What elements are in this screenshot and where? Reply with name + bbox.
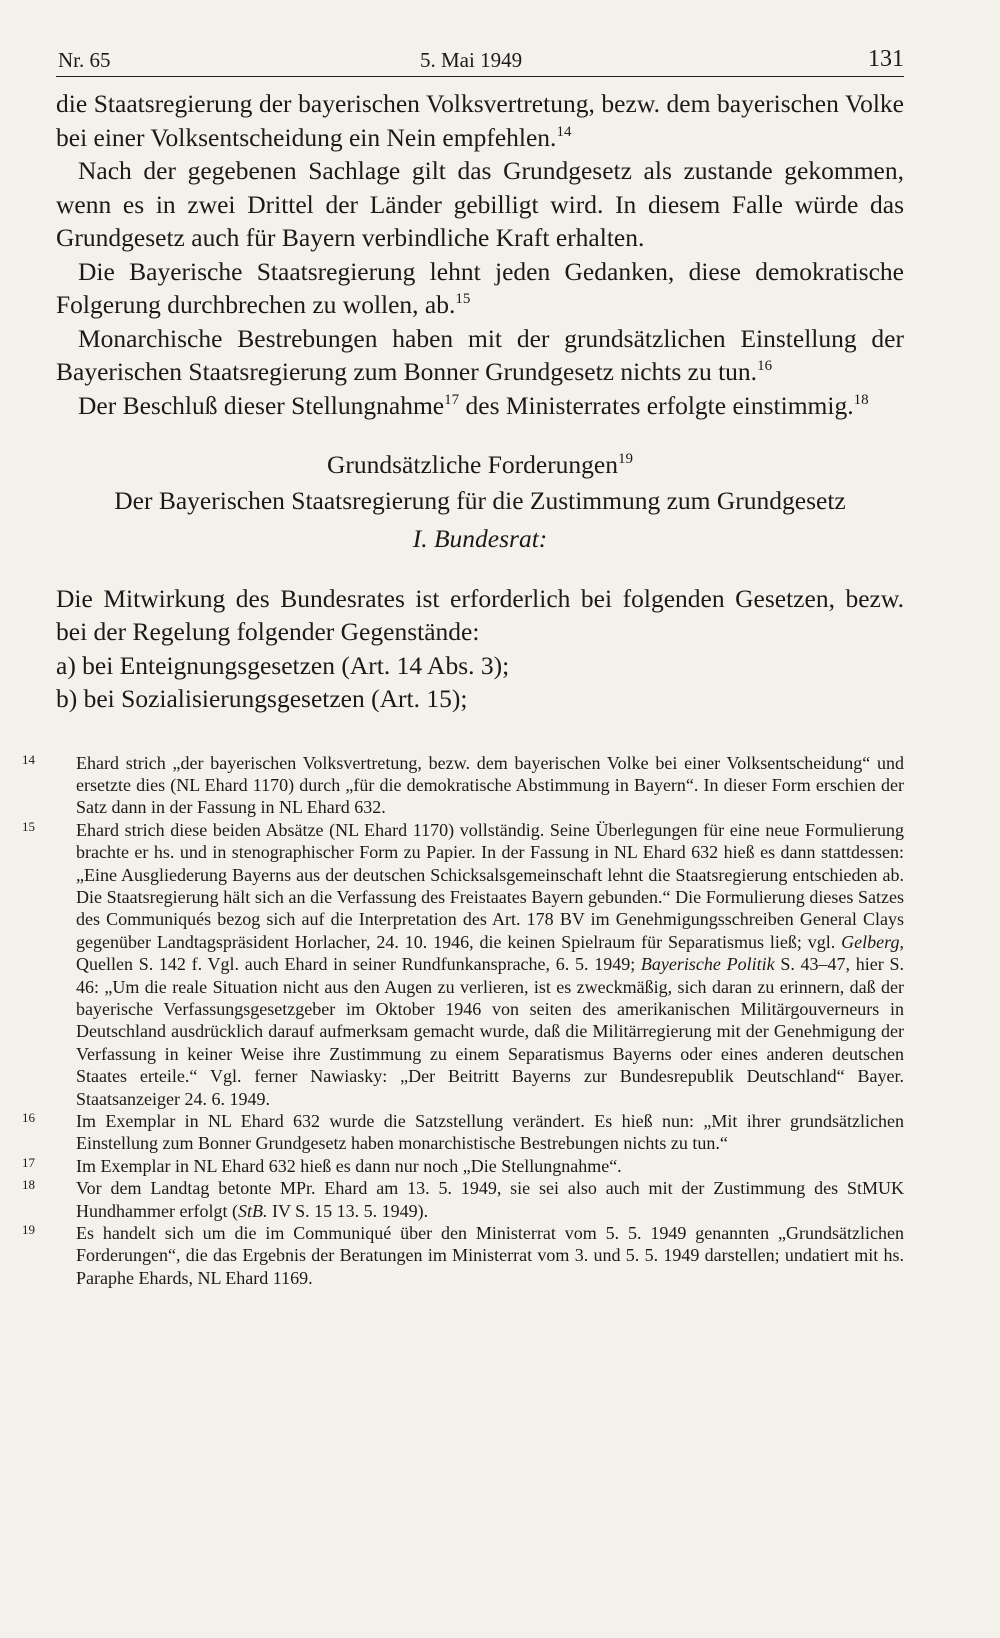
paragraph: Nach der gegebenen Sachlage gilt das Grundgesetz als zustande gekommen, wenn es in zwei Drittel der Länder gebilligt wird. In diesem Falle würde das Grundgesetz auch für Bayern verbindliche Kraft erhalten. <box>56 156 904 252</box>
main-text <box>56 87 904 422</box>
paragraph: Die Bayerische Staatsregierung lehnt jeden Gedanken, diese demokratische Folgerung durchbrechen zu wollen, ab.$^{15}$ <box>56 256 904 319</box>
document-number: Nr. 65 <box>58 48 111 72</box>
paragraph: Der Beschluß dieser Stellungnahme$^{17}$ des Ministerrates erfolgte einstimmig.$^{18}$ <box>78 390 869 420</box>
footnote: 16 Im Exemplar in NL Ehard 632 wurde die Satzstellung verändert. Es hieß nun: „Mit ihrer grundsätzlichen Einstellung zum Bonner Grundgesetz haben monarchistische Bestrebungen nichts zu tun.“ <box>56 1110 904 1155</box>
footnote-number: 18 <box>22 1177 35 1193</box>
footnote-ref[interactable]: 16 <box>757 358 773 374</box>
footnote-number: 15 <box>22 818 35 834</box>
footnote-number: 16 <box>22 1110 35 1125</box>
footnotes <box>22 751 904 1290</box>
footnote-ref[interactable]: 15 <box>455 291 471 307</box>
footnote-ref[interactable]: 17 <box>444 391 460 408</box>
section-subtitle: Der Bayerischen Staatsregierung für die Zustimmung zum Grundgesetz <box>114 486 846 515</box>
running-header <box>56 40 904 77</box>
footnote: 19 Es handelt sich um die im Communiqué über den Ministerrat vom 5. 5. 1949 genannten „Grundsätzlichen Forderungen“, die das Ergebnis der Beratungen im Ministerrat vom 3. und 5. 5. 1949 darstellen; undatiert mit hs. Paraphe Ehards, NL Ehard 1169. <box>56 1222 904 1289</box>
footnote: 18 Vor dem Landtag betonte MPr. Ehard am 13. 5. 1949, sie sei also auch mit der Zustimmung des StMUK Hundhammer erfolgt (StB. IV S. 15 13. 5. 1949). <box>56 1177 904 1222</box>
document-page <box>22 40 904 1289</box>
footnote-ref[interactable]: 18 <box>853 391 869 408</box>
footnote-number: 19 <box>22 1222 35 1238</box>
footnote-ref[interactable]: 14 <box>556 123 572 140</box>
footnote-number: 17 <box>22 1154 35 1170</box>
footnote: 14 Ehard strich „der bayerischen Volksvertretung, bezw. dem bayerischen Volke bei einer Volksentscheidung“ und ersetzte dies (NL Ehard 1170) durch „für die demokratische Abstimmung in Bayern“. In dieser Form erschien der Satz dann in der Fassung in NL Ehard 632. <box>56 752 904 819</box>
footnote-number: 14 <box>22 751 35 767</box>
paragraph: die Staatsregierung der bayerischen Volksvertretung, bezw. dem bayerischen Volke bei einer Volksentscheidung ein Nein empfehlen.$^{14}$ <box>56 89 904 152</box>
paragraph: Monarchische Bestrebungen haben mit der grundsätzlichen Einstellung der Bayerischen Staatsregierung zum Bonner Grundgesetz nichts zu tun.$^{16}$ <box>56 323 904 386</box>
document-date: 5. Mai 1949 <box>420 48 523 72</box>
list-item: a) bei Enteignungsgesetzen (Art. 14 Abs. 3); <box>56 650 510 680</box>
list-intro: Die Mitwirkung des Bundesrates ist erforderlich bei folgenden Gesetzen, bezw. bei der Regelung folgender Gegenstände: <box>56 583 904 646</box>
list-item: b) bei Sozialisierungsgesetzen (Art. 15); <box>56 684 468 713</box>
page-number: 131 <box>868 46 904 72</box>
footnote: 15 Ehard strich diese beiden Absätze (NL Ehard 1170) vollständig. Seine Überlegungen für eine neue Formulierung brachte er hs. und in stenographischer Form zu Papier. In der Fassung in NL Ehard 632 hieß es dann stattdessen: „Eine Ausgliederung Bayerns aus der deutschen Schicksalsgemeinschaft lehnt die Staatsregierung entschieden ab. Die Staatsregierung hält sich an die Verfassung des Freistaates Bayern gebunden.“ Die Formulierung dieses Satzes des Communiqués bezog sich auf die Interpretation des Art. 178 BV im Genehmigungsschreiben General Clays gegenüber Landtagspräsident Horlacher, 24. 10. 1946, die keinen Spielraum für Separatismus ließ; vgl. Gelberg, Quellen S. 142 f. Vgl. auch Ehard in seiner Rundfunkansprache, 6. 5. 1949; Bayerische Politik S. 43–47, hier S. 46: „Um die reale Situation nicht aus den Augen zu verlieren, ist es zweckmäßig, sich daran zu erinnern, daß der bayerische Verfassungsgesetzgeber im Oktober 1946 von seiten des amerikanischen Militärgouverneurs in Deutschland ausdrücklich darauf aufmerksam gemacht wurde, daß die Militärregierung mit der Genehmigung der Verfassung in keiner Weise ihre Zustimmung zu einem Separatismus Bayerns oder eines anderen deutschen Staates erteile.“ Vgl. ferner Nawiasky: „Der Beitritt Bayerns zur Bundesrepublik Deutschland“ Bayer. Staatsanzeiger 24. 6. 1949. <box>56 819 904 1110</box>
section-title: Grundsätzliche Forderungen$^{19}$ <box>326 450 634 479</box>
footnote: 17 Im Exemplar in NL Ehard 632 hieß es dann nur noch „Die Stellungnahme“. <box>56 1155 904 1177</box>
subsection-heading: I. Bundesrat: <box>412 524 548 553</box>
requirements-list <box>56 582 904 716</box>
footnote-ref[interactable]: 19 <box>618 451 634 467</box>
